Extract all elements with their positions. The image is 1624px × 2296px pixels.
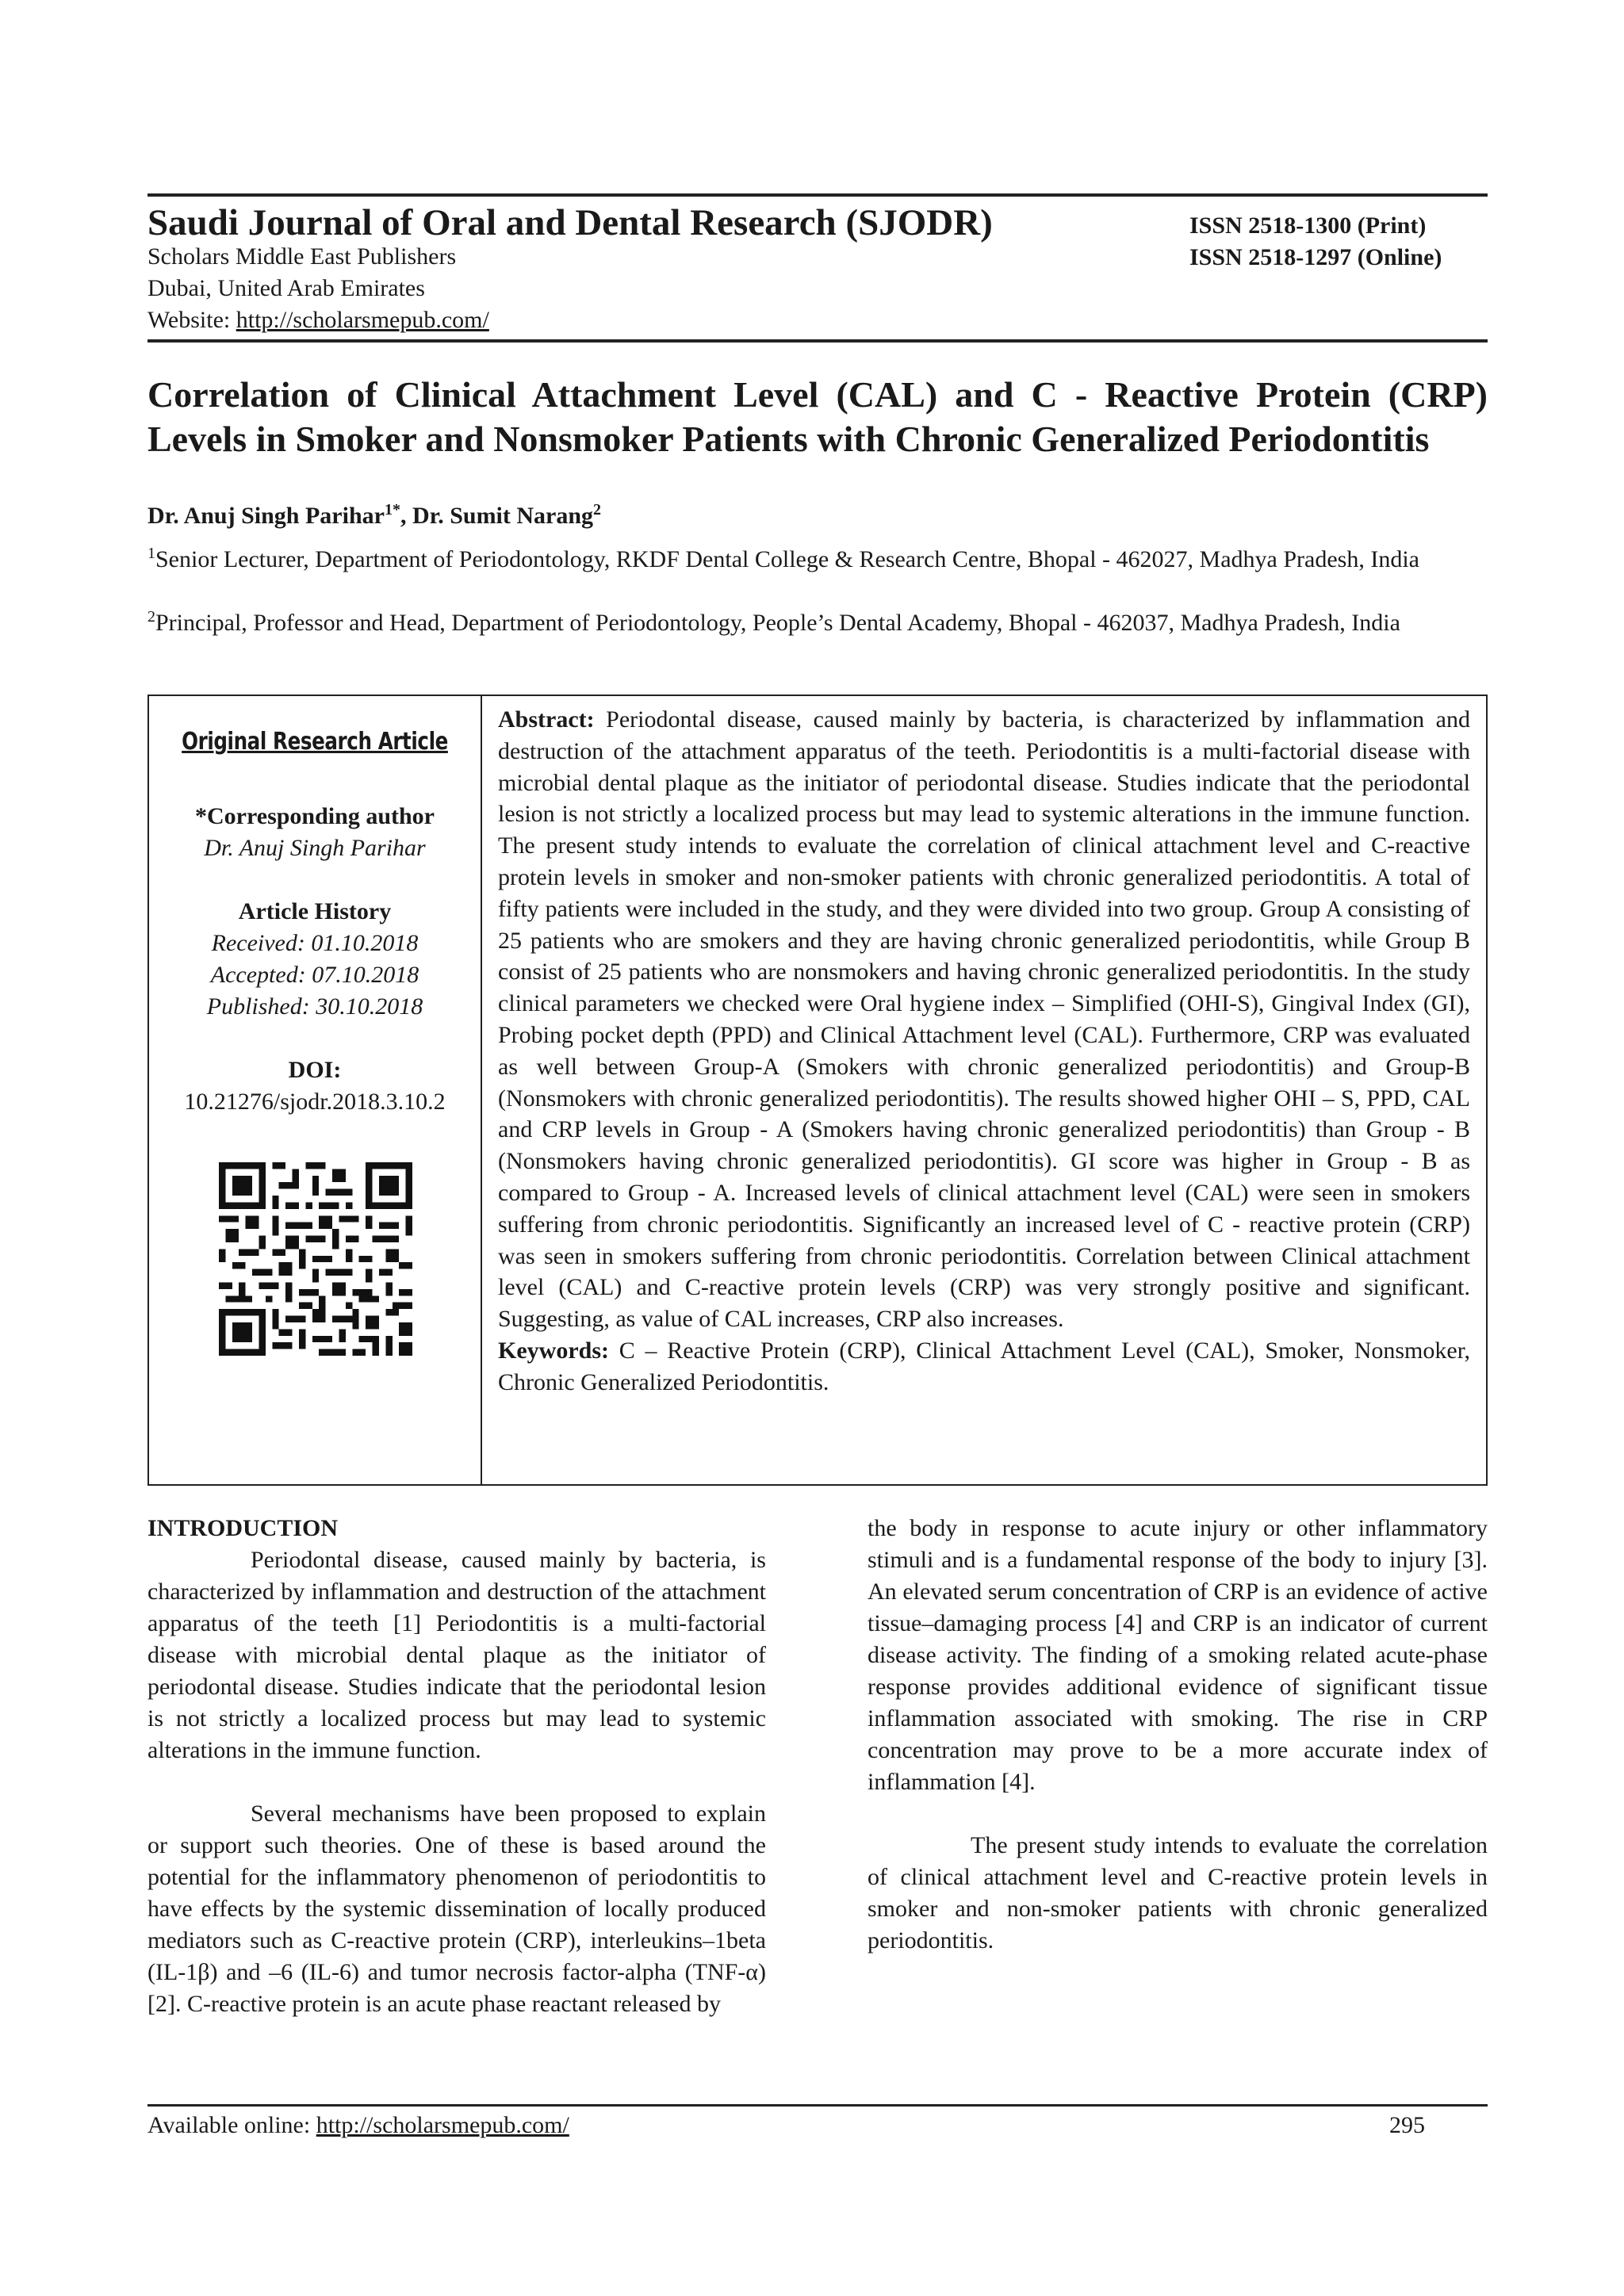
abstract-box (147, 695, 1488, 1486)
author-1: Dr. Anuj Singh Parihar (147, 503, 385, 529)
footer-availability (147, 2112, 569, 2139)
affiliation-2-mark: 2 (147, 608, 155, 626)
published-date: Published: 30.10.2018 (206, 993, 423, 1020)
body-column-left (147, 1513, 766, 2020)
introduction-paragraph-3: the body in response to acute injury or other inflammatory stimuli and is a fundamental response of the body to injury [3]. An elevated serum concentration of CRP is an evidence of active tissue–damaging process [4] and CRP is an indicator of current disease activity. The finding of a smoking related acute-phase response provides additional evidence of significant tissue inflammation associated with smoking. The rise in CRP concentration may prove to be a more accurate index of inflammation [4]. (868, 1515, 1488, 1795)
corresponding-author-name: Dr. Anuj Singh Parihar (204, 835, 426, 861)
author-2-affiliation-mark: 2 (593, 501, 602, 519)
footer-available-label: Available online: (147, 2112, 316, 2138)
article-info-sidebar (149, 696, 482, 1484)
website-link[interactable]: http://scholarsmepub.com/ (236, 307, 489, 333)
affiliation-1-mark: 1 (147, 545, 155, 562)
article-history-label: Article History (238, 898, 392, 924)
introduction-paragraph-1: Periodontal disease, caused mainly by bacteria, is characterized by inflammation and destruction of the attachment apparatus of the teeth [1] Periodontitis is a multi-factorial disease with microbial dental plaque as the initiator of periodontal disease. Studies indicate that the periodontal lesion is not strictly a localized process but may lead to systemic alterations in the immune function. (147, 1547, 766, 1763)
affiliation-2-text: Principal, Professor and Head, Department of Periodontology, People’s Dental Academy, Bhopal - 462037, Madhya Pradesh, India (155, 610, 1400, 636)
introduction-paragraph-2: Several mechanisms have been proposed to explain or support such theories. One of these is based around the potential for the inflammatory phenomenon of periodontitis to have effects by the systemic dissemination of locally produced mediators such as C-reactive protein (CRP), interleukins–1beta (IL-1β) and –6 (IL-6) and tumor necrosis factor-alpha (TNF-α)[2]. C-reactive protein is an acute phase reactant released by (147, 1800, 766, 2017)
keywords-text: C – Reactive Protein (CRP), Clinical Attachment Level (CAL), Smoker, Nonsmoker, Chronic Generalized Periodontitis. (498, 1337, 1470, 1395)
page-number: 295 (1389, 2112, 1425, 2138)
issn-online: ISSN 2518-1297 (Online) (1189, 244, 1442, 270)
affiliation-1-text: Senior Lecturer, Department of Periodontology, RKDF Dental College & Research Centre, Bhopal - 462027, Madhya Pradesh, India (155, 546, 1419, 572)
introduction-paragraph-4: The present study intends to evaluate the correlation of clinical attachment level and C-reactive protein levels in smoker and non-smoker patients with chronic generalized periodontitis. (868, 1832, 1488, 1954)
author-separator: , (400, 503, 412, 529)
article-type: Original Research Article (182, 728, 448, 756)
affiliation-2 (147, 601, 1488, 639)
abstract-label: Abstract: (498, 706, 595, 733)
author-line (147, 501, 601, 530)
publisher-location: Dubai, United Arab Emirates (147, 275, 425, 301)
keywords (498, 1335, 1470, 1399)
article-title: Correlation of Clinical Attachment Level (CAL) and C - Reactive Protein (CRP) Levels in Smoker and Nonsmoker Patients with Chronic Generalized Periodontitis (147, 374, 1488, 459)
abstract-text: Periodontal disease, caused mainly by bacteria, is characterized by inflammation and destruction of the attachment apparatus of the teeth. Periodontitis is a multi-factorial disease with microbial dental plaque as the initiator of periodontal disease. Studies indicate that the periodontal lesion is not strictly a localized process but may lead to systemic alterations in the immune function. The present study intends to evaluate the correlation of clinical attachment level and C-reactive protein levels in smoker and non-smoker patients with chronic generalized periodontitis. A total of fifty patients were included in the study, and they were divided into two group. Group A consisting of 25 patients who are smokers and they are having chronic generalized periodontitis, while Group B consist of 25 patients who are nonsmokers and having chronic generalized periodontitis. In the study clinical parameters we checked were Oral hygiene index – Simplified (OHI-S), Gingival Index (GI), Probing pocket depth (PPD) and Clinical Attachment level (CAL). Furthermore, CRP was evaluated as well between Group-A (Smokers with chronic generalized periodontitis) and Group-B (Nonsmokers with chronic generalized periodontitis). The results showed higher OHI – S, PPD, CAL and CRP levels in Group - A (Smokers having chronic generalized periodontitis) than Group - B (Nonsmokers having chronic generalized periodontitis). GI score was higher in Group - B as compared to Group - A. Increased levels of clinical attachment level (CAL) were seen in smokers suffering from chronic periodontitis. Significantly an increased level of C - reactive protein (CRP) was seen in smokers suffering from chronic periodontitis. Correlation between Clinical attachment level (CAL) and C-reactive protein levels (CRP) was very strongly positive and significant. Suggesting, as value of CAL increases, CRP also increases. (498, 706, 1470, 1333)
qr-code-icon[interactable] (219, 1162, 412, 1356)
author-1-affiliation-mark: 1* (384, 501, 400, 519)
introduction-heading: INTRODUCTION (147, 1515, 339, 1541)
corresponding-author-label: *Corresponding author (195, 803, 435, 829)
footer-rule (147, 2104, 1488, 2107)
keywords-label: Keywords: (498, 1337, 609, 1364)
received-date: Received: 01.10.2018 (211, 930, 419, 956)
body-column-right (868, 1513, 1488, 1957)
doi-label: DOI: (288, 1057, 342, 1083)
affiliation-1 (147, 538, 1488, 576)
header-top-rule (147, 193, 1488, 197)
accepted-date: Accepted: 07.10.2018 (210, 962, 419, 988)
doi-value[interactable]: 10.21276/sjodr.2018.3.10.2 (184, 1089, 446, 1115)
author-2: Dr. Sumit Narang (412, 503, 594, 529)
issn-print: ISSN 2518-1300 (Print) (1189, 212, 1427, 239)
header-bottom-rule (147, 339, 1488, 342)
abstract-panel (482, 696, 1486, 1484)
publisher-website (147, 304, 489, 336)
abstract (498, 704, 1470, 1335)
website-label: Website: (147, 307, 236, 333)
publisher-name: Scholars Middle East Publishers (147, 243, 457, 270)
journal-title: Saudi Journal of Oral and Dental Research (SJODR) (147, 202, 993, 243)
footer-link[interactable]: http://scholarsmepub.com/ (316, 2112, 569, 2138)
